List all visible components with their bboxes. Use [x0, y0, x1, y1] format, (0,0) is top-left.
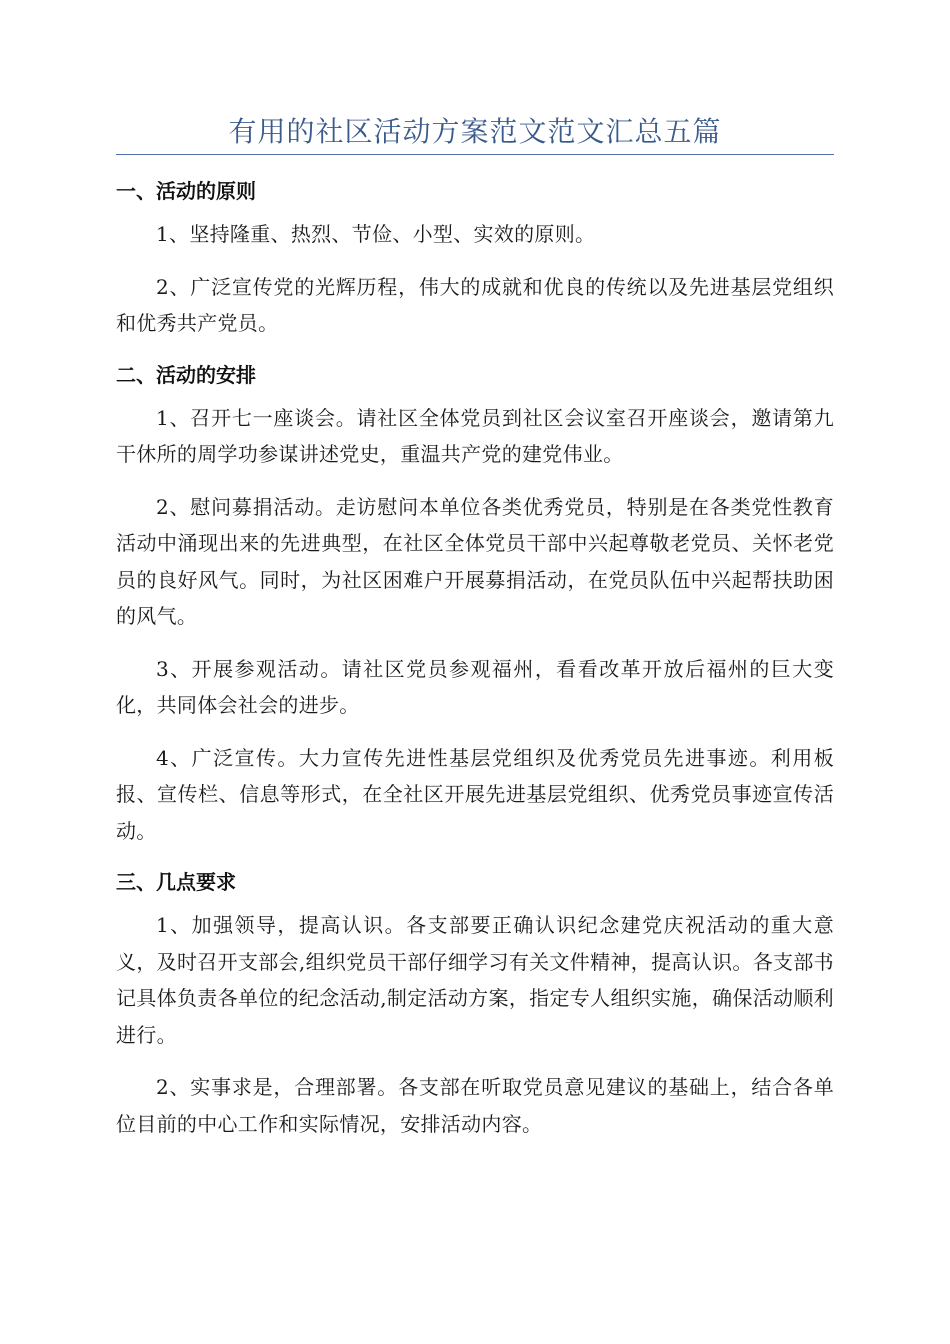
paragraph: 1、坚持隆重、热烈、节俭、小型、实效的原则。: [156, 222, 596, 246]
section-heading: 三、几点要求: [116, 870, 236, 894]
title-underline: [116, 154, 834, 155]
paragraph: 4、广泛宣传。大力宣传先进性基层党组织及优秀党员先进事迹。利用板报、宣传栏、信息等形式，在全社区开展先进基层党组织、优秀党员事迹宣传活动。: [116, 745, 834, 843]
section-heading: 二、活动的安排: [116, 362, 256, 387]
paragraph: 1、召开七一座谈会。请社区全体党员到社区会议室召开座谈会，邀请第九干休所的周学功参谋讲述党史，重温共产党的建党伟业。: [116, 405, 834, 466]
section-heading: 一、活动的原则: [116, 179, 256, 203]
document-title: 有用的社区活动方案范文范文汇总五篇: [228, 115, 722, 148]
paragraph: 2、实事求是，合理部署。各支部在听取党员意见建议的基础上，结合各单位目前的中心工作和实际情况，安排活动内容。: [116, 1075, 834, 1136]
paragraph: 2、广泛宣传党的光辉历程，伟大的成就和优良的传统以及先进基层党组织和优秀共产党员。: [116, 274, 834, 335]
paragraph: 1、加强领导，提高认识。各支部要正确认识纪念建党庆祝活动的重大意义，及时召开支部会,组织党员干部仔细学习有关文件精神，提高认识。各支部书记具体负责各单位的纪念活动,制定活动方案，指定专人组织实施，确保活动顺利进行。: [116, 913, 834, 1047]
document-body: [116, 174, 834, 1158]
paragraph: 3、开展参观活动。请社区党员参观福州，看看改革开放后福州的巨大变化，共同体会社会的进步。: [116, 656, 834, 717]
paragraph: 2、慰问募捐活动。走访慰问本单位各类优秀党员，特别是在各类党性教育活动中涌现出来的先进典型，在社区全体党员干部中兴起尊敬老党员、关怀老党员的良好风气。同时，为社区困难户开展募捐活动，在党员队伍中兴起帮扶助困的风气。: [116, 494, 834, 628]
